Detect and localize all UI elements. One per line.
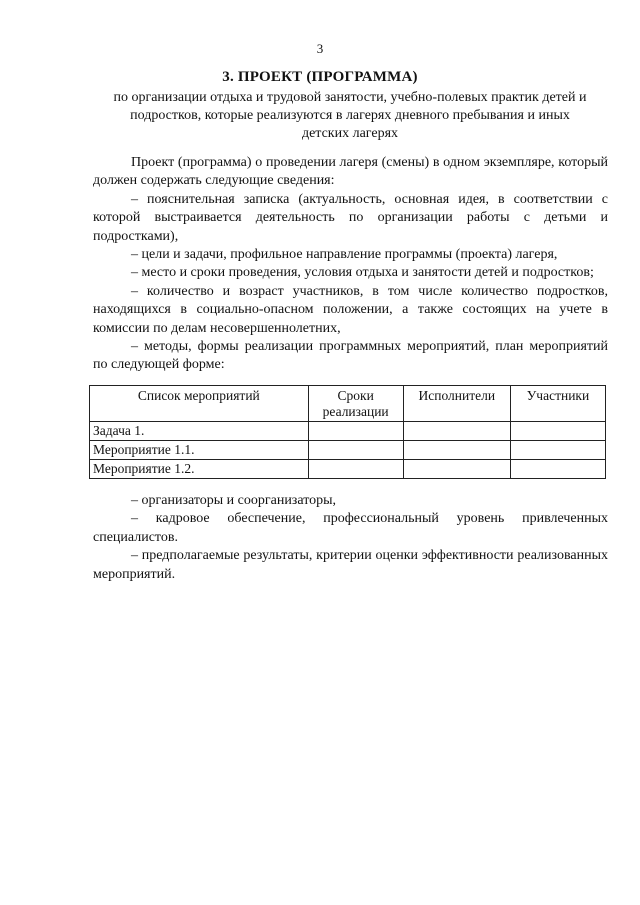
table-cell xyxy=(510,441,605,460)
section-title: 3. ПРОЕКТ (ПРОГРАММА) xyxy=(222,69,418,85)
header-participants: Участники xyxy=(510,386,605,422)
intro-paragraph: Проект (программа) о проведении лагеря (смены) в одном экземпляре, который должен содержать следующие сведения: xyxy=(93,155,608,189)
section-subtitle xyxy=(90,89,610,143)
activity-plan-table xyxy=(89,385,606,479)
header-dates: Сроки реализации xyxy=(308,386,403,422)
table-cell xyxy=(510,422,605,441)
table-cell: Задача 1. xyxy=(90,422,309,441)
table-row xyxy=(90,441,606,460)
table-cell xyxy=(403,460,510,479)
table-cell xyxy=(403,441,510,460)
list-item: – методы, формы реализации программных мероприятий, план мероприятий по следующей форме: xyxy=(93,339,608,373)
table-row xyxy=(90,460,606,479)
subtitle-line: подростков, которые реализуются в лагерях дневного пребывания и иных xyxy=(130,108,570,123)
table-cell xyxy=(308,441,403,460)
list-item: – пояснительная записка (актуальность, основная идея, в соответствии с которой выстраивается деятельность по организации работы с детьми и подростками), xyxy=(93,191,608,244)
header-executors: Исполнители xyxy=(403,386,510,422)
table-cell xyxy=(510,460,605,479)
list-item: – кадровое обеспечение, профессиональный уровень привлеченных специалистов. xyxy=(93,511,608,545)
table-cell xyxy=(308,422,403,441)
list-item: – предполагаемые результаты, критерии оценки эффективности реализованных мероприятий. xyxy=(93,548,608,582)
header-activities: Список мероприятий xyxy=(90,386,309,422)
table-cell xyxy=(403,422,510,441)
table-cell xyxy=(308,460,403,479)
subtitle-line: по организации отдыха и трудовой занятости, учебно-полевых практик детей и xyxy=(113,90,587,105)
page-number: 3 xyxy=(316,41,324,56)
list-item: – количество и возраст участников, в том числе количество подростков, находящихся в социально-опасном положении, а также состоящих на учете в комиссии по делам несовершеннолетних, xyxy=(93,283,608,336)
table-header-row xyxy=(90,386,606,422)
table-cell: Мероприятие 1.1. xyxy=(90,441,309,460)
table-row xyxy=(90,422,606,441)
requirements-text xyxy=(93,154,608,375)
list-item: – организаторы и соорганизаторы, xyxy=(131,493,337,508)
additional-requirements xyxy=(93,492,608,584)
list-item: – цели и задачи, профильное направление программы (проекта) лагеря, xyxy=(131,247,558,263)
list-item: – место и сроки проведения, условия отдыха и занятости детей и подростков; xyxy=(131,265,594,281)
table-cell: Мероприятие 1.2. xyxy=(90,460,309,479)
subtitle-line: детских лагерях xyxy=(301,126,399,141)
